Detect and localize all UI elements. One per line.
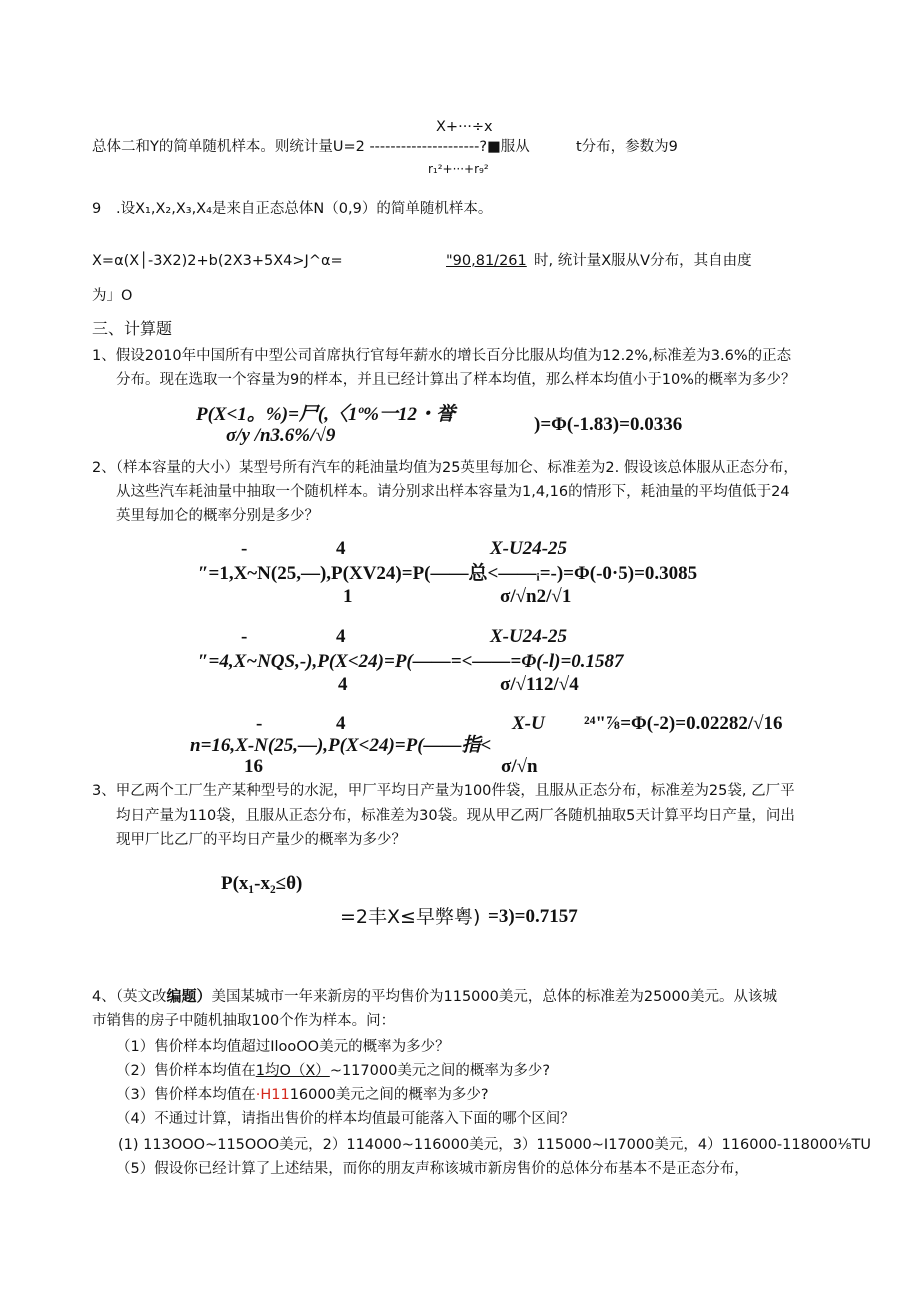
p2-c3-sixteen: 16: [244, 756, 263, 777]
p2-line2: 从这些汽车耗油量中抽取一个随机样本。请分别求出样本容量为1,4,16的情形下，耗油量的平均值低于24: [116, 484, 790, 500]
p4-q2-b: ~117000美元之间的概率为多少?: [329, 1063, 551, 1079]
p4-line2: 市销售的房子中随机抽取100个作为样本。问：: [92, 1013, 396, 1029]
p1-line2: 分布。现在选取一个容量为9的样本，并且已经计算出了样本均值，那么样本均值小于10%的概率为多少？: [116, 372, 796, 388]
fragment-distribution: t分布，参数为9: [576, 139, 678, 155]
p2-line3: 英里每加仑的概率分别是多少？: [116, 508, 319, 524]
q9-number: 9: [92, 201, 102, 217]
p2-c2-main: ″=4,X~NQS,-),P(X<24)=P(——=<——=Φ(-l)=0.1587: [198, 651, 624, 672]
p3-line1: 3、甲乙两个工厂生产某种型号的水泥，甲厂平均日产量为100件袋，且服从正态分布，标准差为25袋, 乙厂平: [92, 783, 795, 799]
p4-q5: （5）假设你已经计算了上述结果，而你的朋友声称该城市新房售价的总体分布基本不是正态分布，: [116, 1161, 749, 1177]
p1-line1: 1、假设2010年中国所有中型公司首席执行官每年薪水的增长百分比服从均值为12.2%,标准差为3.6%的正态: [92, 348, 792, 364]
p4-line1: [92, 986, 777, 1007]
p1-solution-result: )=Φ(-1.83)=0.0336: [534, 414, 683, 435]
p4-q3: [116, 1085, 489, 1105]
p4-q2-underlined: 1均O（X）: [255, 1063, 330, 1079]
p2-c1-main: ″=1,X~N(25,—),P(XV24)=P(——总<——ᵢ=-)=Φ(-0·5)=0.3085: [198, 563, 698, 584]
p4-q3-red: ·H11: [255, 1087, 290, 1103]
p2-c3-bottom: σ/√n: [501, 756, 538, 777]
p2-c3-minus: -: [256, 713, 263, 734]
p1-solution-top: P(X<1。%)=尸(,〈1º%一12・誉: [196, 404, 456, 425]
p3-line2: 均日产量为110袋，且服从正态分布，标准差为30袋。现从甲乙两厂各随机抽取5天计算平均日产量，问出: [116, 808, 795, 824]
p2-c3-main: n=16,X-N(25,—),P(X<24)=P(——指<: [190, 735, 492, 756]
p4-line1-b: 美国某城市一年来新房的平均售价为115000美元，总体的标准差为25000美元。从该城: [211, 989, 777, 1005]
p4-line1-a: 4、（英文改: [92, 989, 167, 1005]
section-title: 三、计算题: [92, 319, 173, 338]
p3-solution-2a: =2丰X≤早弊粤): [340, 906, 481, 928]
p2-c1-four: 4: [336, 538, 346, 559]
q9-answer: "90,81/261: [446, 253, 527, 269]
fragment-denominator: r₁²+···+r₉²: [428, 162, 489, 176]
p4-q2: [116, 1061, 550, 1081]
p2-c1-top: X-U24-25: [490, 538, 568, 559]
p2-c3-right: ²⁴"⅞=Φ(-2)=0.02282/√16: [584, 713, 783, 734]
fragment-numerator: X+···÷x: [436, 119, 493, 135]
p2-c3-top: X-U: [512, 713, 545, 734]
q9-formula: X=α(X│-3X2)2+b(2X3+5X4>J^α=: [92, 253, 343, 269]
p2-c2-four: 4: [336, 626, 346, 647]
p3-solution-2b: =3)=0.7157: [488, 906, 578, 927]
p3-solution-1: P(x₁-x₂≤θ): [221, 873, 303, 894]
p2-c2-bottom: σ/√112/√4: [500, 674, 579, 695]
p3-line3: 现甲厂比乙厂的平均日产量少的概率为多少？: [116, 832, 406, 848]
q9-tail2: 为」O: [92, 288, 133, 304]
p4-q1: （1）售价样本均值超过IlooOO美元的概率为多少？: [116, 1039, 450, 1055]
p4-q3-a: （3）售价样本均值在: [116, 1087, 256, 1103]
p2-c3-four: 4: [336, 713, 346, 734]
p2-c1-one: 1: [343, 586, 353, 607]
q9-tail: 时, 统计量X服从V分布，其自由度: [534, 253, 752, 269]
p2-c2-top: X-U24-25: [490, 626, 568, 647]
p2-c1-minus: -: [241, 538, 248, 559]
p1-solution-bottom: σ/y /n3.6%/√9: [226, 425, 336, 446]
p4-q4-options: (1) 113OOO~115OOO美元，2）114000~116000美元，3）115000~I17000美元，4）116000-118000⅛TU: [118, 1137, 872, 1153]
p4-q3-b: 16000美元之间的概率为多少?: [289, 1087, 489, 1103]
p2-c2-minus: -: [241, 626, 248, 647]
p2-c1-bottom: σ/√n2/√1: [500, 586, 572, 607]
p4-q2-a: （2）售价样本均值在: [116, 1063, 256, 1079]
p2-line1: 2、（样本容量的大小）某型号所有汽车的耗油量均值为25英里每加仑、标准差为2. 假设该总体服从正态分布，: [92, 460, 798, 476]
p4-line1-bold: 编题）: [166, 987, 212, 1005]
fragment-statement: 总体二和Y的简单随机样本。则统计量U=2 ---------------------?■服从: [92, 139, 530, 155]
q9-text: .设X₁,X₂,X₃,X₄是来自正态总体N（0,9）的简单随机样本。: [116, 201, 493, 217]
p4-q4: （4）不通过计算，请指出售价的样本均值最可能落入下面的哪个区间？: [116, 1111, 575, 1127]
p2-c2-four-b: 4: [338, 674, 348, 695]
